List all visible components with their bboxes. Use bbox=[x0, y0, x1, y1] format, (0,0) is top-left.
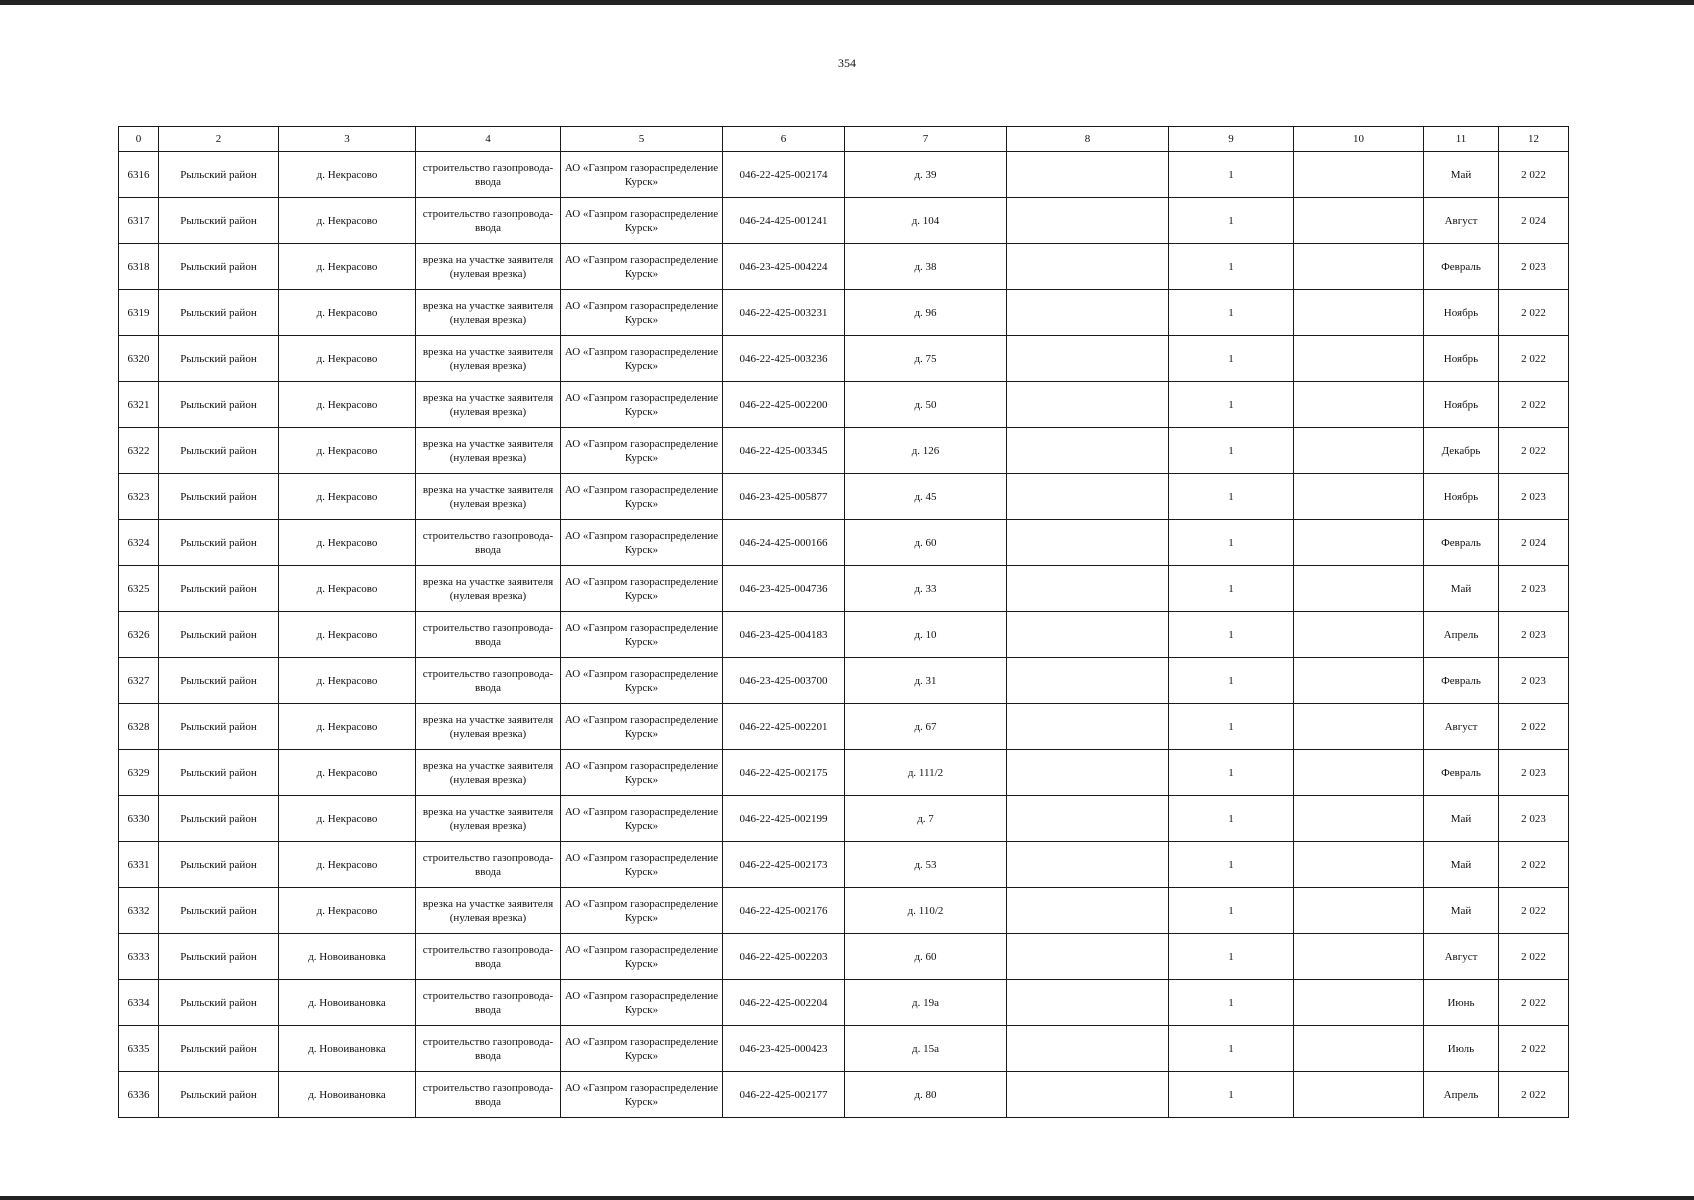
row-number-cell: 6320 bbox=[119, 336, 159, 382]
quantity-cell: 1 bbox=[1169, 888, 1294, 934]
organization-cell: АО «Газпром газораспределение Курск» bbox=[561, 566, 723, 612]
column-10-cell bbox=[1294, 612, 1424, 658]
organization-cell: АО «Газпром газораспределение Курск» bbox=[561, 980, 723, 1026]
locality-cell: д. Некрасово bbox=[279, 704, 416, 750]
request-code-cell: 046-22-425-002177 bbox=[723, 1072, 845, 1118]
column-10-cell bbox=[1294, 244, 1424, 290]
table-row bbox=[119, 704, 1569, 750]
row-number-cell: 6318 bbox=[119, 244, 159, 290]
organization-cell: АО «Газпром газораспределение Курск» bbox=[561, 1072, 723, 1118]
request-code-cell: 046-22-425-002173 bbox=[723, 842, 845, 888]
request-code-cell: 046-24-425-001241 bbox=[723, 198, 845, 244]
header-cell: 7 bbox=[845, 127, 1007, 152]
table-row bbox=[119, 520, 1569, 566]
district-cell: Рыльский район bbox=[159, 152, 279, 198]
district-cell: Рыльский район bbox=[159, 796, 279, 842]
district-cell: Рыльский район bbox=[159, 290, 279, 336]
house-number-cell: д. 7 bbox=[845, 796, 1007, 842]
quantity-cell: 1 bbox=[1169, 382, 1294, 428]
organization-cell: АО «Газпром газораспределение Курск» bbox=[561, 796, 723, 842]
month-cell: Ноябрь bbox=[1424, 290, 1499, 336]
locality-cell: д. Некрасово bbox=[279, 888, 416, 934]
column-8-cell bbox=[1007, 658, 1169, 704]
month-cell: Август bbox=[1424, 704, 1499, 750]
year-cell: 2 022 bbox=[1499, 290, 1569, 336]
work-type-cell: врезка на участке заявителя (нулевая врезка) bbox=[416, 474, 561, 520]
month-cell: Февраль bbox=[1424, 658, 1499, 704]
year-cell: 2 023 bbox=[1499, 796, 1569, 842]
locality-cell: д. Некрасово bbox=[279, 474, 416, 520]
house-number-cell: д. 75 bbox=[845, 336, 1007, 382]
request-code-cell: 046-23-425-004736 bbox=[723, 566, 845, 612]
quantity-cell: 1 bbox=[1169, 566, 1294, 612]
quantity-cell: 1 bbox=[1169, 152, 1294, 198]
column-8-cell bbox=[1007, 382, 1169, 428]
district-cell: Рыльский район bbox=[159, 198, 279, 244]
work-type-cell: врезка на участке заявителя (нулевая врезка) bbox=[416, 382, 561, 428]
house-number-cell: д. 39 bbox=[845, 152, 1007, 198]
locality-cell: д. Некрасово bbox=[279, 612, 416, 658]
locality-cell: д. Некрасово bbox=[279, 796, 416, 842]
request-code-cell: 046-22-425-002174 bbox=[723, 152, 845, 198]
request-code-cell: 046-23-425-005877 bbox=[723, 474, 845, 520]
work-type-cell: строительство газопровода-ввода bbox=[416, 612, 561, 658]
column-10-cell bbox=[1294, 474, 1424, 520]
column-10-cell bbox=[1294, 796, 1424, 842]
work-type-cell: строительство газопровода-ввода bbox=[416, 1026, 561, 1072]
house-number-cell: д. 38 bbox=[845, 244, 1007, 290]
column-10-cell bbox=[1294, 934, 1424, 980]
request-code-cell: 046-23-425-003700 bbox=[723, 658, 845, 704]
locality-cell: д. Некрасово bbox=[279, 382, 416, 428]
year-cell: 2 023 bbox=[1499, 566, 1569, 612]
request-code-cell: 046-22-425-003231 bbox=[723, 290, 845, 336]
table-row bbox=[119, 336, 1569, 382]
row-number-cell: 6328 bbox=[119, 704, 159, 750]
locality-cell: д. Некрасово bbox=[279, 290, 416, 336]
quantity-cell: 1 bbox=[1169, 290, 1294, 336]
header-cell: 4 bbox=[416, 127, 561, 152]
table-row bbox=[119, 428, 1569, 474]
column-10-cell bbox=[1294, 566, 1424, 612]
locality-cell: д. Новоивановка bbox=[279, 1026, 416, 1072]
quantity-cell: 1 bbox=[1169, 336, 1294, 382]
month-cell: Май bbox=[1424, 888, 1499, 934]
house-number-cell: д. 10 bbox=[845, 612, 1007, 658]
district-cell: Рыльский район bbox=[159, 1072, 279, 1118]
column-8-cell bbox=[1007, 842, 1169, 888]
month-cell: Июнь bbox=[1424, 980, 1499, 1026]
organization-cell: АО «Газпром газораспределение Курск» bbox=[561, 842, 723, 888]
row-number-cell: 6323 bbox=[119, 474, 159, 520]
house-number-cell: д. 15а bbox=[845, 1026, 1007, 1072]
month-cell: Ноябрь bbox=[1424, 382, 1499, 428]
organization-cell: АО «Газпром газораспределение Курск» bbox=[561, 382, 723, 428]
organization-cell: АО «Газпром газораспределение Курск» bbox=[561, 750, 723, 796]
house-number-cell: д. 67 bbox=[845, 704, 1007, 750]
house-number-cell: д. 96 bbox=[845, 290, 1007, 336]
year-cell: 2 022 bbox=[1499, 382, 1569, 428]
request-code-cell: 046-23-425-004224 bbox=[723, 244, 845, 290]
header-row bbox=[119, 127, 1569, 152]
table-row bbox=[119, 750, 1569, 796]
header-cell: 11 bbox=[1424, 127, 1499, 152]
header-cell: 12 bbox=[1499, 127, 1569, 152]
work-type-cell: строительство газопровода-ввода bbox=[416, 934, 561, 980]
row-number-cell: 6321 bbox=[119, 382, 159, 428]
organization-cell: АО «Газпром газораспределение Курск» bbox=[561, 704, 723, 750]
header-cell: 9 bbox=[1169, 127, 1294, 152]
request-code-cell: 046-22-425-002199 bbox=[723, 796, 845, 842]
column-10-cell bbox=[1294, 980, 1424, 1026]
organization-cell: АО «Газпром газораспределение Курск» bbox=[561, 336, 723, 382]
work-type-cell: строительство газопровода-ввода bbox=[416, 842, 561, 888]
locality-cell: д. Некрасово bbox=[279, 842, 416, 888]
organization-cell: АО «Газпром газораспределение Курск» bbox=[561, 428, 723, 474]
month-cell: Май bbox=[1424, 566, 1499, 612]
quantity-cell: 1 bbox=[1169, 612, 1294, 658]
year-cell: 2 022 bbox=[1499, 336, 1569, 382]
month-cell: Февраль bbox=[1424, 750, 1499, 796]
locality-cell: д. Некрасово bbox=[279, 244, 416, 290]
quantity-cell: 1 bbox=[1169, 520, 1294, 566]
locality-cell: д. Некрасово bbox=[279, 750, 416, 796]
column-8-cell bbox=[1007, 198, 1169, 244]
header-cell: 6 bbox=[723, 127, 845, 152]
district-cell: Рыльский район bbox=[159, 428, 279, 474]
month-cell: Февраль bbox=[1424, 520, 1499, 566]
column-8-cell bbox=[1007, 1026, 1169, 1072]
quantity-cell: 1 bbox=[1169, 842, 1294, 888]
column-10-cell bbox=[1294, 198, 1424, 244]
district-cell: Рыльский район bbox=[159, 888, 279, 934]
year-cell: 2 022 bbox=[1499, 704, 1569, 750]
district-cell: Рыльский район bbox=[159, 336, 279, 382]
column-8-cell bbox=[1007, 980, 1169, 1026]
locality-cell: д. Новоивановка bbox=[279, 1072, 416, 1118]
district-cell: Рыльский район bbox=[159, 704, 279, 750]
organization-cell: АО «Газпром газораспределение Курск» bbox=[561, 198, 723, 244]
work-type-cell: строительство газопровода-ввода bbox=[416, 152, 561, 198]
quantity-cell: 1 bbox=[1169, 244, 1294, 290]
year-cell: 2 024 bbox=[1499, 198, 1569, 244]
locality-cell: д. Некрасово bbox=[279, 566, 416, 612]
column-8-cell bbox=[1007, 290, 1169, 336]
work-type-cell: строительство газопровода-ввода bbox=[416, 198, 561, 244]
row-number-cell: 6335 bbox=[119, 1026, 159, 1072]
row-number-cell: 6322 bbox=[119, 428, 159, 474]
work-type-cell: врезка на участке заявителя (нулевая врезка) bbox=[416, 336, 561, 382]
column-10-cell bbox=[1294, 1072, 1424, 1118]
column-10-cell bbox=[1294, 336, 1424, 382]
table-row bbox=[119, 842, 1569, 888]
quantity-cell: 1 bbox=[1169, 796, 1294, 842]
row-number-cell: 6330 bbox=[119, 796, 159, 842]
locality-cell: д. Некрасово bbox=[279, 520, 416, 566]
house-number-cell: д. 53 bbox=[845, 842, 1007, 888]
table-row bbox=[119, 290, 1569, 336]
request-code-cell: 046-22-425-003345 bbox=[723, 428, 845, 474]
month-cell: Февраль bbox=[1424, 244, 1499, 290]
request-code-cell: 046-24-425-000166 bbox=[723, 520, 845, 566]
row-number-cell: 6331 bbox=[119, 842, 159, 888]
house-number-cell: д. 104 bbox=[845, 198, 1007, 244]
work-type-cell: врезка на участке заявителя (нулевая врезка) bbox=[416, 290, 561, 336]
table-row bbox=[119, 934, 1569, 980]
table-row bbox=[119, 612, 1569, 658]
locality-cell: д. Некрасово bbox=[279, 198, 416, 244]
quantity-cell: 1 bbox=[1169, 428, 1294, 474]
locality-cell: д. Некрасово bbox=[279, 152, 416, 198]
header-cell: 3 bbox=[279, 127, 416, 152]
column-8-cell bbox=[1007, 566, 1169, 612]
work-type-cell: врезка на участке заявителя (нулевая врезка) bbox=[416, 244, 561, 290]
organization-cell: АО «Газпром газораспределение Курск» bbox=[561, 934, 723, 980]
district-cell: Рыльский район bbox=[159, 980, 279, 1026]
house-number-cell: д. 50 bbox=[845, 382, 1007, 428]
month-cell: Июль bbox=[1424, 1026, 1499, 1072]
organization-cell: АО «Газпром газораспределение Курск» bbox=[561, 1026, 723, 1072]
work-type-cell: врезка на участке заявителя (нулевая врезка) bbox=[416, 566, 561, 612]
column-8-cell bbox=[1007, 520, 1169, 566]
month-cell: Апрель bbox=[1424, 612, 1499, 658]
district-cell: Рыльский район bbox=[159, 658, 279, 704]
request-code-cell: 046-22-425-002204 bbox=[723, 980, 845, 1026]
month-cell: Май bbox=[1424, 796, 1499, 842]
header-cell: 10 bbox=[1294, 127, 1424, 152]
column-8-cell bbox=[1007, 612, 1169, 658]
district-cell: Рыльский район bbox=[159, 750, 279, 796]
table-body bbox=[119, 152, 1569, 1118]
scan-bottom-edge bbox=[0, 1196, 1694, 1200]
year-cell: 2 022 bbox=[1499, 842, 1569, 888]
column-10-cell bbox=[1294, 152, 1424, 198]
row-number-cell: 6327 bbox=[119, 658, 159, 704]
organization-cell: АО «Газпром газораспределение Курск» bbox=[561, 244, 723, 290]
district-cell: Рыльский район bbox=[159, 566, 279, 612]
district-cell: Рыльский район bbox=[159, 474, 279, 520]
year-cell: 2 022 bbox=[1499, 152, 1569, 198]
table-row bbox=[119, 658, 1569, 704]
column-8-cell bbox=[1007, 934, 1169, 980]
column-10-cell bbox=[1294, 382, 1424, 428]
request-code-cell: 046-22-425-002203 bbox=[723, 934, 845, 980]
request-code-cell: 046-22-425-002176 bbox=[723, 888, 845, 934]
house-number-cell: д. 80 bbox=[845, 1072, 1007, 1118]
request-code-cell: 046-22-425-002200 bbox=[723, 382, 845, 428]
district-cell: Рыльский район bbox=[159, 612, 279, 658]
month-cell: Ноябрь bbox=[1424, 474, 1499, 520]
organization-cell: АО «Газпром газораспределение Курск» bbox=[561, 290, 723, 336]
column-10-cell bbox=[1294, 658, 1424, 704]
column-10-cell bbox=[1294, 704, 1424, 750]
house-number-cell: д. 60 bbox=[845, 934, 1007, 980]
table-row bbox=[119, 796, 1569, 842]
year-cell: 2 022 bbox=[1499, 980, 1569, 1026]
request-code-cell: 046-23-425-004183 bbox=[723, 612, 845, 658]
table-row bbox=[119, 244, 1569, 290]
column-10-cell bbox=[1294, 520, 1424, 566]
table-row bbox=[119, 198, 1569, 244]
column-8-cell bbox=[1007, 888, 1169, 934]
district-cell: Рыльский район bbox=[159, 842, 279, 888]
request-code-cell: 046-22-425-003236 bbox=[723, 336, 845, 382]
year-cell: 2 022 bbox=[1499, 888, 1569, 934]
table-row bbox=[119, 980, 1569, 1026]
table-row bbox=[119, 1026, 1569, 1072]
quantity-cell: 1 bbox=[1169, 934, 1294, 980]
row-number-cell: 6333 bbox=[119, 934, 159, 980]
year-cell: 2 022 bbox=[1499, 428, 1569, 474]
locality-cell: д. Некрасово bbox=[279, 336, 416, 382]
register-table bbox=[118, 126, 1569, 1118]
year-cell: 2 023 bbox=[1499, 474, 1569, 520]
house-number-cell: д. 31 bbox=[845, 658, 1007, 704]
work-type-cell: врезка на участке заявителя (нулевая врезка) bbox=[416, 704, 561, 750]
column-10-cell bbox=[1294, 842, 1424, 888]
district-cell: Рыльский район bbox=[159, 244, 279, 290]
organization-cell: АО «Газпром газораспределение Курск» bbox=[561, 152, 723, 198]
table-header bbox=[119, 127, 1569, 152]
work-type-cell: врезка на участке заявителя (нулевая врезка) bbox=[416, 428, 561, 474]
year-cell: 2 022 bbox=[1499, 934, 1569, 980]
quantity-cell: 1 bbox=[1169, 658, 1294, 704]
district-cell: Рыльский район bbox=[159, 382, 279, 428]
page-number: 354 bbox=[838, 56, 856, 70]
column-8-cell bbox=[1007, 704, 1169, 750]
district-cell: Рыльский район bbox=[159, 1026, 279, 1072]
row-number-cell: 6325 bbox=[119, 566, 159, 612]
house-number-cell: д. 19а bbox=[845, 980, 1007, 1026]
month-cell: Май bbox=[1424, 842, 1499, 888]
locality-cell: д. Новоивановка bbox=[279, 934, 416, 980]
table-row bbox=[119, 1072, 1569, 1118]
house-number-cell: д. 111/2 bbox=[845, 750, 1007, 796]
quantity-cell: 1 bbox=[1169, 198, 1294, 244]
work-type-cell: строительство газопровода-ввода bbox=[416, 1072, 561, 1118]
work-type-cell: строительство газопровода-ввода bbox=[416, 658, 561, 704]
year-cell: 2 023 bbox=[1499, 658, 1569, 704]
organization-cell: АО «Газпром газораспределение Курск» bbox=[561, 658, 723, 704]
row-number-cell: 6317 bbox=[119, 198, 159, 244]
row-number-cell: 6336 bbox=[119, 1072, 159, 1118]
year-cell: 2 023 bbox=[1499, 244, 1569, 290]
scan-top-edge bbox=[0, 0, 1694, 5]
month-cell: Апрель bbox=[1424, 1072, 1499, 1118]
organization-cell: АО «Газпром газораспределение Курск» bbox=[561, 888, 723, 934]
table-row bbox=[119, 382, 1569, 428]
column-8-cell bbox=[1007, 750, 1169, 796]
column-8-cell bbox=[1007, 796, 1169, 842]
header-cell: 0 bbox=[119, 127, 159, 152]
locality-cell: д. Некрасово bbox=[279, 428, 416, 474]
year-cell: 2 023 bbox=[1499, 612, 1569, 658]
year-cell: 2 022 bbox=[1499, 1026, 1569, 1072]
column-8-cell bbox=[1007, 152, 1169, 198]
row-number-cell: 6324 bbox=[119, 520, 159, 566]
row-number-cell: 6329 bbox=[119, 750, 159, 796]
column-10-cell bbox=[1294, 428, 1424, 474]
request-code-cell: 046-22-425-002175 bbox=[723, 750, 845, 796]
house-number-cell: д. 110/2 bbox=[845, 888, 1007, 934]
work-type-cell: строительство газопровода-ввода bbox=[416, 520, 561, 566]
request-code-cell: 046-23-425-000423 bbox=[723, 1026, 845, 1072]
table-row bbox=[119, 566, 1569, 612]
column-8-cell bbox=[1007, 336, 1169, 382]
year-cell: 2 022 bbox=[1499, 1072, 1569, 1118]
house-number-cell: д. 60 bbox=[845, 520, 1007, 566]
quantity-cell: 1 bbox=[1169, 1026, 1294, 1072]
column-8-cell bbox=[1007, 474, 1169, 520]
house-number-cell: д. 126 bbox=[845, 428, 1007, 474]
row-number-cell: 6326 bbox=[119, 612, 159, 658]
table-row bbox=[119, 474, 1569, 520]
year-cell: 2 023 bbox=[1499, 750, 1569, 796]
month-cell: Декабрь bbox=[1424, 428, 1499, 474]
locality-cell: д. Некрасово bbox=[279, 658, 416, 704]
column-10-cell bbox=[1294, 750, 1424, 796]
work-type-cell: врезка на участке заявителя (нулевая врезка) bbox=[416, 796, 561, 842]
district-cell: Рыльский район bbox=[159, 520, 279, 566]
row-number-cell: 6334 bbox=[119, 980, 159, 1026]
organization-cell: АО «Газпром газораспределение Курск» bbox=[561, 520, 723, 566]
column-10-cell bbox=[1294, 1026, 1424, 1072]
row-number-cell: 6332 bbox=[119, 888, 159, 934]
work-type-cell: врезка на участке заявителя (нулевая врезка) bbox=[416, 888, 561, 934]
organization-cell: АО «Газпром газораспределение Курск» bbox=[561, 474, 723, 520]
header-cell: 5 bbox=[561, 127, 723, 152]
table-row bbox=[119, 888, 1569, 934]
column-8-cell bbox=[1007, 244, 1169, 290]
work-type-cell: строительство газопровода-ввода bbox=[416, 980, 561, 1026]
column-8-cell bbox=[1007, 1072, 1169, 1118]
organization-cell: АО «Газпром газораспределение Курск» bbox=[561, 612, 723, 658]
header-cell: 8 bbox=[1007, 127, 1169, 152]
month-cell: Ноябрь bbox=[1424, 336, 1499, 382]
quantity-cell: 1 bbox=[1169, 474, 1294, 520]
month-cell: Август bbox=[1424, 934, 1499, 980]
request-code-cell: 046-22-425-002201 bbox=[723, 704, 845, 750]
table-row bbox=[119, 152, 1569, 198]
year-cell: 2 024 bbox=[1499, 520, 1569, 566]
locality-cell: д. Новоивановка bbox=[279, 980, 416, 1026]
house-number-cell: д. 33 bbox=[845, 566, 1007, 612]
column-10-cell bbox=[1294, 290, 1424, 336]
row-number-cell: 6316 bbox=[119, 152, 159, 198]
house-number-cell: д. 45 bbox=[845, 474, 1007, 520]
quantity-cell: 1 bbox=[1169, 1072, 1294, 1118]
month-cell: Август bbox=[1424, 198, 1499, 244]
row-number-cell: 6319 bbox=[119, 290, 159, 336]
quantity-cell: 1 bbox=[1169, 750, 1294, 796]
column-10-cell bbox=[1294, 888, 1424, 934]
quantity-cell: 1 bbox=[1169, 704, 1294, 750]
month-cell: Май bbox=[1424, 152, 1499, 198]
column-8-cell bbox=[1007, 428, 1169, 474]
district-cell: Рыльский район bbox=[159, 934, 279, 980]
header-cell: 2 bbox=[159, 127, 279, 152]
quantity-cell: 1 bbox=[1169, 980, 1294, 1026]
work-type-cell: врезка на участке заявителя (нулевая врезка) bbox=[416, 750, 561, 796]
